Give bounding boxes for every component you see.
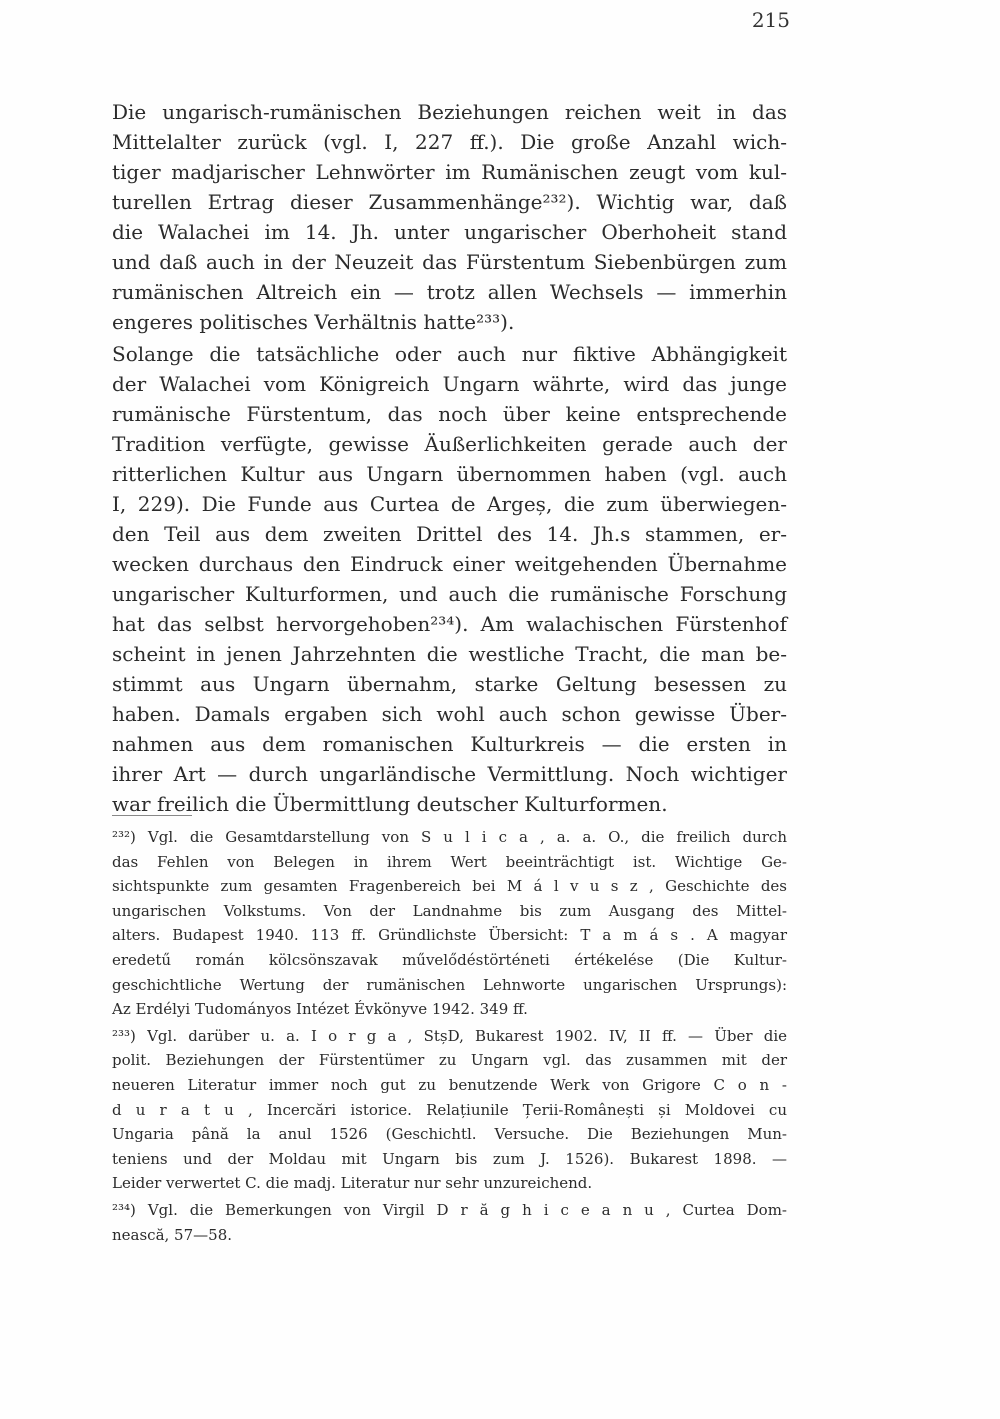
text-line: wecken durchaus den Eindruck einer weitgehenden Übernahme	[112, 552, 787, 576]
text-line: scheint in jenen Jahrzehnten die westliche Tracht, die man be-	[112, 642, 787, 666]
footnote-line: polit. Beziehungen der Fürstentümer zu Ungarn vgl. das zusammen mit der	[112, 1051, 787, 1070]
text-line: den Teil aus dem zweiten Drittel des 14. Jh.s stammen, er-	[112, 522, 787, 546]
text-line: und daß auch in der Neuzeit das Fürstentum Siebenbürgen zum	[112, 250, 787, 274]
text-line: Die ungarisch-rumänischen Beziehungen reichen weit in das	[112, 100, 787, 124]
footnote-line: sichtspunkte zum gesamten Fragenbereich bei M á l v u s z , Geschichte des	[112, 877, 787, 896]
footnote-line: das Fehlen von Belegen in ihrem Wert beeinträchtigt ist. Wichtige Ge-	[112, 852, 787, 871]
text-line: war freilich die Übermittlung deutscher Kulturformen.	[112, 792, 668, 816]
text-line: ritterlichen Kultur aus Ungarn übernommen haben (vgl. auch	[112, 462, 787, 486]
footnote-line: eredetű román kölcsönszavak művelődéstörténeti értékelése (Die Kultur-	[112, 950, 787, 969]
footnote-line: Leider verwertet C. die madj. Literatur nur sehr unzureichend.	[112, 1174, 593, 1193]
footnote-line: nească, 57—58.	[112, 1225, 232, 1244]
paragraph-1	[112, 97, 787, 337]
paragraph-2	[112, 339, 787, 819]
text-line: ungarischer Kulturformen, und auch die rumänische Forschung	[112, 582, 787, 606]
text-line: Tradition verfügte, gewisse Äußerlichkeiten gerade auch der	[112, 432, 787, 456]
footnote-line: alters. Budapest 1940. 113 ff. Gründlichste Übersicht: T a m á s . A magyar	[112, 926, 787, 945]
footnote-divider	[112, 815, 192, 816]
main-text	[112, 97, 787, 819]
text-line: stimmt aus Ungarn übernahm, starke Geltung besessen zu	[112, 672, 787, 696]
text-line: turellen Ertrag dieser Zusammenhänge²³²). Wichtig war, daß	[112, 190, 787, 214]
text-line: der Walachei vom Königreich Ungarn währte, wird das junge	[112, 372, 787, 396]
text-line: hat das selbst hervorgehoben²³⁴). Am walachischen Fürstenhof	[112, 612, 787, 636]
text-line: tiger madjarischer Lehnwörter im Rumänischen zeugt vom kul-	[112, 160, 787, 184]
footnote-line: ²³³) Vgl. darüber u. a. I o r g a , StșD, Bukarest 1902. IV, II ff. — Über die	[112, 1026, 787, 1045]
footnote-line: teniens und der Moldau mit Ungarn bis zum J. 1526). Bukarest 1898. —	[112, 1149, 787, 1168]
text-line: nahmen aus dem romanischen Kulturkreis — die ersten in	[112, 732, 787, 756]
text-line: Mittelalter zurück (vgl. I, 227 ff.). Die große Anzahl wich-	[112, 130, 787, 154]
text-line: engeres politisches Verhältnis hatte²³³).	[112, 310, 515, 334]
text-line: ihrer Art — durch ungarländische Vermittlung. Noch wichtiger	[112, 762, 787, 786]
footnote-line: ²³²) Vgl. die Gesamtdarstellung von S u l i c a , a. a. O., die freilich durch	[112, 828, 787, 846]
text-line: I, 229). Die Funde aus Curtea de Argeș, die zum überwiegen-	[112, 492, 787, 516]
footnote-line: neueren Literatur immer noch gut zu benutzende Werk von Grigore C o n -	[112, 1075, 787, 1094]
page-number: 215	[751, 8, 790, 32]
footnote-line: geschichtliche Wertung der rumänischen Lehnworte ungarischen Ursprungs):	[112, 975, 787, 994]
text-line: rumänische Fürstentum, das noch über keine entsprechende	[112, 402, 787, 426]
text-line: rumänischen Altreich ein — trotz allen Wechsels — immerhin	[112, 280, 787, 304]
footnotes	[112, 825, 787, 1247]
text-line: die Walachei im 14. Jh. unter ungarischer Oberhoheit stand	[112, 220, 787, 244]
footnote-line: d u r a t u , Incercări istorice. Relațiunile Țerii-Românești și Moldovei cu	[112, 1100, 787, 1119]
text-line: Solange die tatsächliche oder auch nur fiktive Abhängigkeit	[112, 342, 787, 366]
footnote-line: ungarischen Volkstums. Von der Landnahme bis zum Ausgang des Mittel-	[112, 901, 787, 920]
text-line: haben. Damals ergaben sich wohl auch schon gewisse Über-	[112, 702, 787, 726]
footnote-232	[112, 825, 787, 1022]
footnote-234	[112, 1198, 787, 1247]
footnote-233	[112, 1024, 787, 1196]
footnote-line: ²³⁴) Vgl. die Bemerkungen von Virgil D r ă g h i c e a n u , Curtea Dom-	[112, 1200, 787, 1219]
footnote-line: Az Erdélyi Tudományos Intézet Évkönyve 1942. 349 ff.	[112, 1000, 528, 1019]
footnote-line: Ungaria până la anul 1526 (Geschichtl. Versuche. Die Beziehungen Mun-	[112, 1125, 787, 1144]
